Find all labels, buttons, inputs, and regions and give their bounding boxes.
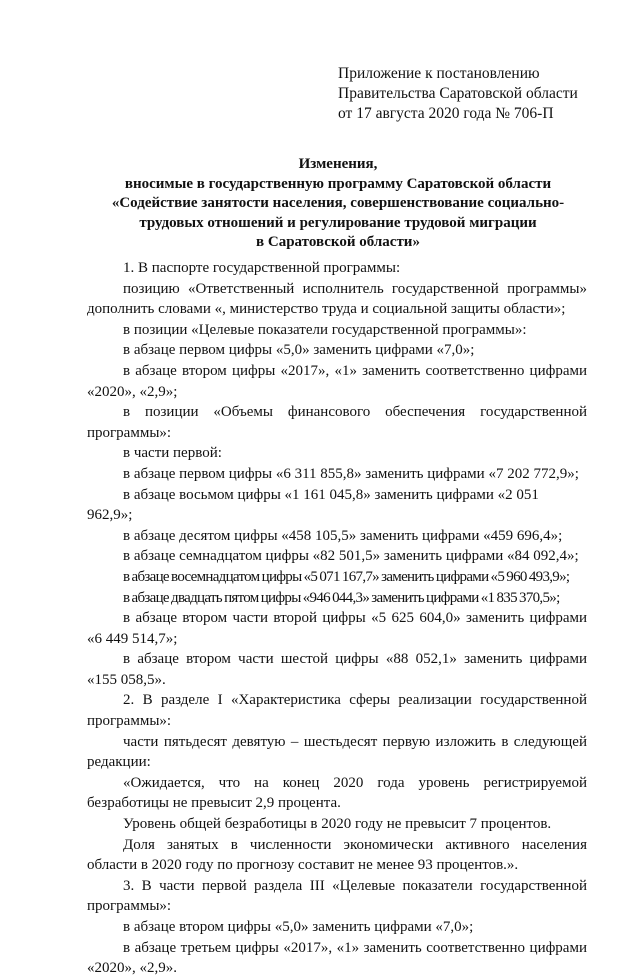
- appendix-note: [338, 64, 578, 124]
- paragraph: в абзаце третьем цифры «2017», «1» заменить соответственно цифрами «2020», «2,9».: [87, 939, 587, 977]
- paragraph: в абзаце втором части второй цифры «5 625 604,0» заменить цифрами «6 449 514,7»;: [87, 610, 587, 647]
- paragraph: в абзаце восьмом цифры «1 161 045,8» заменить цифрами «2 051 962,9»;: [87, 486, 539, 524]
- title-line: вносимые в государственную программу Саратовской области: [124, 175, 552, 192]
- document-body: [87, 258, 587, 979]
- appendix-line: от 17 августа 2020 года № 706-П: [338, 105, 554, 122]
- paragraph: 1. В паспорте государственной программы:: [123, 260, 401, 276]
- paragraph: в абзаце первом цифры «5,0» заменить цифрами «7,0»;: [123, 342, 475, 359]
- paragraph: Доля занятых в численности экономически активного населения области в 2020 году по прогнозу составит не менее 93 процентов.».: [87, 836, 587, 874]
- document-title: [88, 155, 588, 253]
- appendix-line: Правительства Саратовской области: [338, 85, 578, 102]
- paragraph: в позиции «Объемы финансового обеспечения государственной программы»:: [87, 404, 587, 441]
- paragraph: в части первой:: [123, 445, 222, 462]
- paragraph: позицию «Ответственный исполнитель государственной программы» дополнить словами «, министерство труда и социальной защиты области»;: [87, 280, 587, 318]
- paragraph: в позиции «Целевые показатели государственной программы»:: [123, 321, 527, 338]
- title-line: Изменения,: [298, 156, 378, 172]
- paragraph: в абзаце первом цифры «6 311 855,8» заменить цифрами «7 202 772,9»;: [123, 465, 579, 482]
- paragraph: в абзаце втором цифры «2017», «1» заменить соответственно цифрами «2020», «2,9»;: [87, 362, 587, 400]
- paragraph: «Ожидается, что на конец 2020 года уровень регистрируемой безработицы не превысит 2,9 процента.: [87, 774, 587, 812]
- title-line: «Содействие занятости населения, совершенствование социально-: [111, 195, 565, 211]
- paragraph: в абзаце втором цифры «5,0» заменить цифрами «7,0»;: [123, 919, 474, 935]
- paragraph: 2. В разделе I «Характеристика сферы реализации государственной программы»:: [87, 692, 587, 730]
- paragraph: части пятьдесят девятую – шестьдесят первую изложить в следующей редакции:: [87, 733, 587, 771]
- paragraph: в абзаце втором части шестой цифры «88 052,1» заменить цифрами «155 058,5».: [87, 651, 587, 688]
- paragraph: в абзаце семнадцатом цифры «82 501,5» заменить цифрами «84 092,4»;: [123, 548, 579, 565]
- paragraph: в абзаце двадцать пятом цифры «946 044,3» заменить цифрами «1 835 370,5»;: [123, 589, 560, 606]
- paragraph: в абзаце десятом цифры «458 105,5» заменить цифрами «459 696,4»;: [123, 527, 563, 544]
- title-line: в Саратовской области»: [256, 234, 420, 250]
- paragraph: Уровень общей безработицы в 2020 году не превысит 7 процентов.: [123, 816, 552, 833]
- paragraph: в абзаце восемнадцатом цифры «5 071 167,7» заменить цифрами «5 960 493,9»;: [123, 568, 570, 585]
- title-line: трудовых отношений и регулирование трудовой миграции: [139, 214, 537, 231]
- paragraph: 3. В части первой раздела III «Целевые показатели государственной программы»:: [87, 877, 587, 915]
- appendix-line: Приложение к постановлению: [338, 65, 540, 82]
